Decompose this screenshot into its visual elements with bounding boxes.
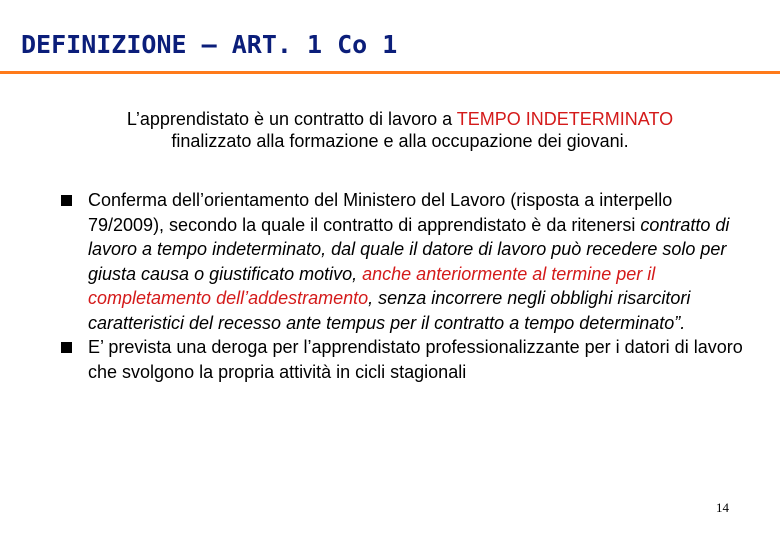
intro-highlight: TEMPO INDETERMINATO [456, 109, 674, 129]
square-bullet-icon [61, 195, 72, 206]
intro-text-start: L’apprendistato è un contratto di lavoro a [126, 109, 457, 129]
intro-text-end: finalizzato alla formazione e alla occupazione dei giovani. [171, 131, 629, 151]
bullet-1-italic-end: , senza incorrere negli obblighi risarcitori caratteristici del recesso ante tempus per il contratto a tempo determinato”. [88, 288, 691, 333]
bullet-1-text: Conferma dell’orientamento del Ministero del Lavoro (risposta a interpello 79/2009), secondo la quale il contratto di apprendistato è da ritenersi [88, 190, 673, 235]
slide-title: DEFINIZIONE – ART. 1 Co 1 [21, 30, 398, 59]
bullet-2-text: E’ prevista una deroga per l’apprendistato professionalizzante per i datori di lavoro che svolgono la propria attività in cicli stagionali [88, 337, 743, 382]
bullet-1-highlight: anche anteriormente al termine per il completamento dell’addestramento [88, 263, 656, 308]
title-divider [0, 71, 780, 74]
bullet-item-2 [61, 335, 751, 384]
intro-paragraph [40, 108, 760, 152]
bullet-list [61, 188, 751, 384]
bullet-1-italic-text: contratto di lavoro a tempo indeterminato, dal quale il datore di lavoro può recedere solo per giusta causa o giustificato motivo, [88, 214, 730, 284]
bullet-item-1 [61, 188, 751, 335]
square-bullet-icon [61, 342, 72, 353]
page-number: 14 [716, 500, 729, 515]
